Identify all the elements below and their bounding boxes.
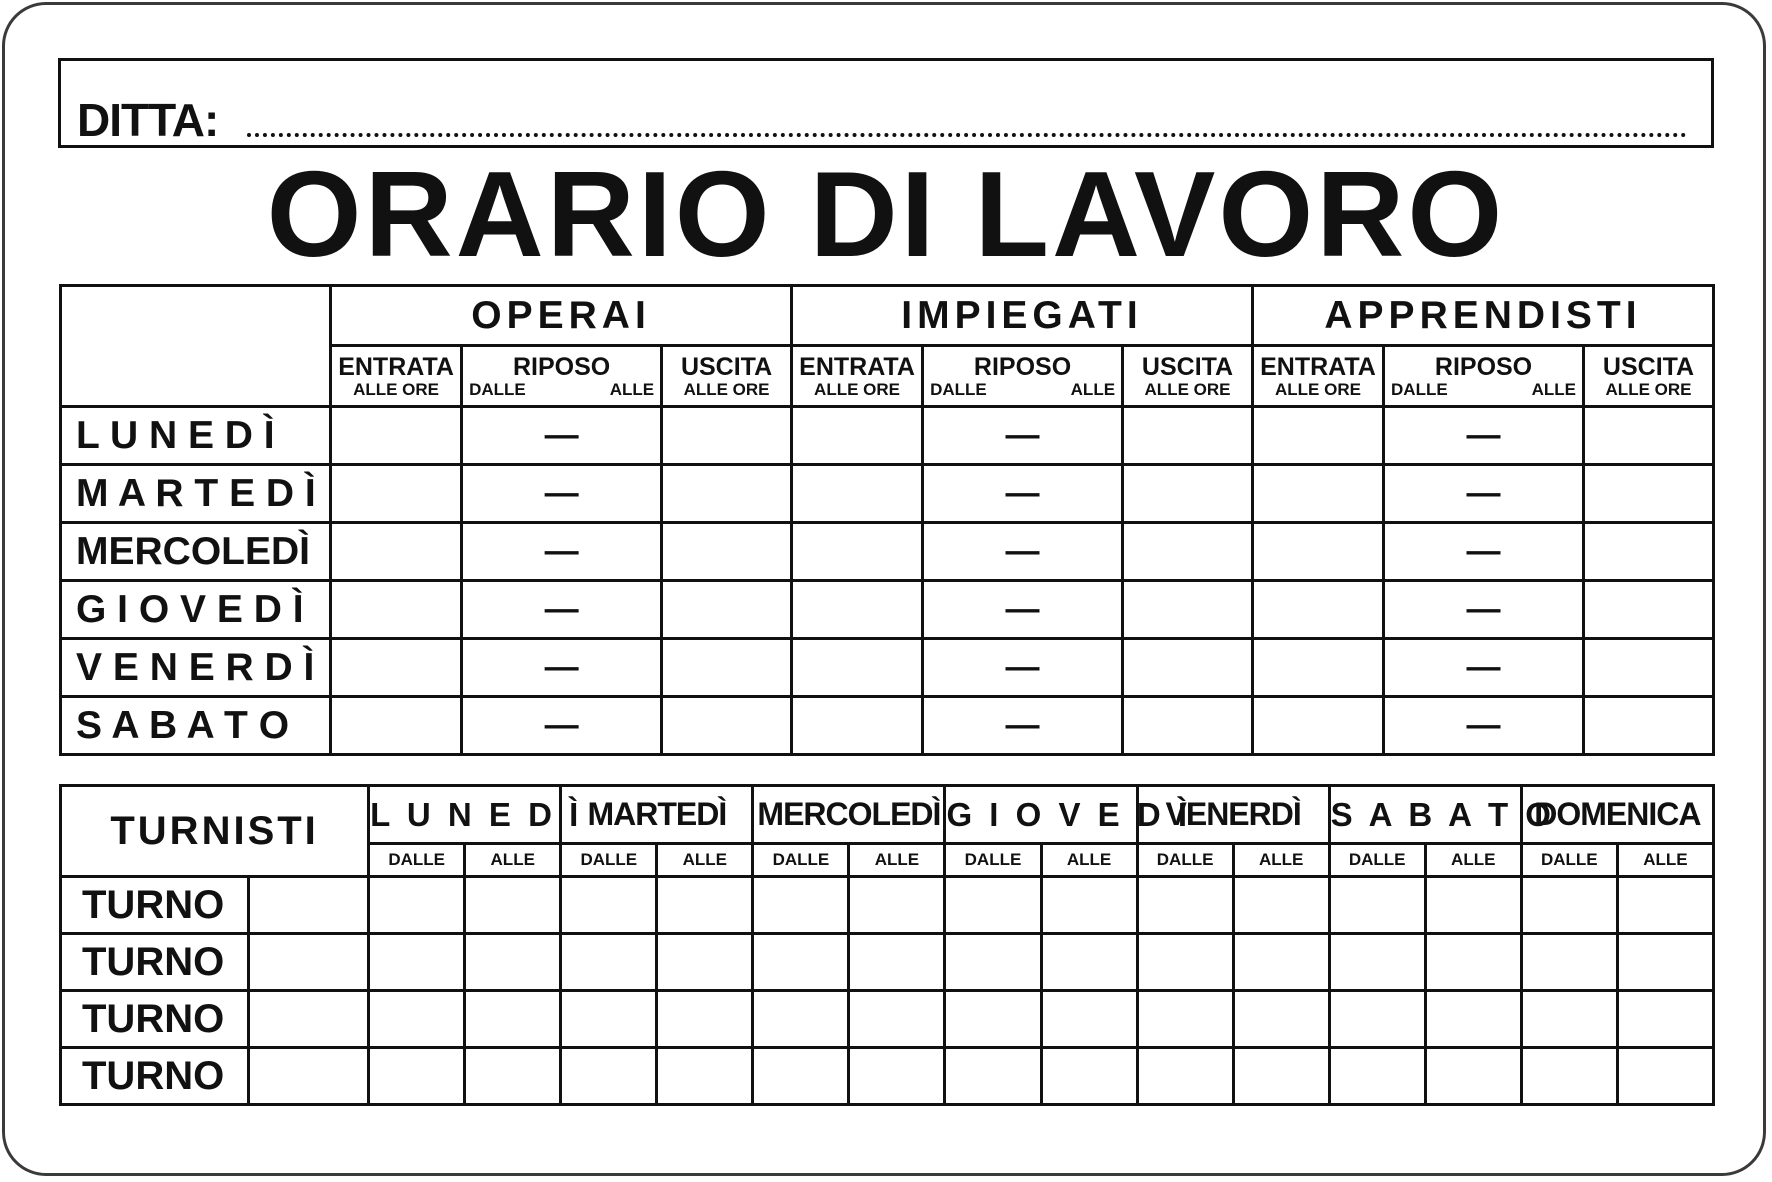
shift-time-cell[interactable] [369,934,465,991]
shift-time-cell[interactable] [465,991,561,1048]
dalle-header: DALLE [945,844,1041,877]
corner-cell [61,286,331,407]
shift-time-cell[interactable] [1617,877,1713,934]
alle-header: ALLE [1041,844,1137,877]
uscita-cell[interactable] [1123,697,1253,755]
shift-time-cell[interactable] [1521,877,1617,934]
shift-time-cell[interactable] [1041,991,1137,1048]
shift-time-cell[interactable] [1329,1048,1425,1105]
day-row [61,407,1714,465]
staff-schedule-table [59,284,1715,756]
day-row [61,639,1714,697]
shift-time-cell[interactable] [753,877,849,934]
dalle-header: DALLE [561,844,657,877]
weekday-header: L U N E D Ì [369,786,561,844]
day-label: G I O V E D Ì [61,581,331,639]
turno-name-cell[interactable] [249,934,369,991]
entrata-cell[interactable] [792,523,923,581]
shift-time-cell[interactable] [657,877,753,934]
entrata-cell[interactable] [1252,697,1383,755]
day-label: MERCOLEDÌ [61,523,331,581]
uscita-header: USCITA ALLE ORE [1584,346,1714,407]
shift-time-cell[interactable] [1617,991,1713,1048]
entrata-cell[interactable] [1252,523,1383,581]
shift-time-cell[interactable] [1137,991,1233,1048]
riposo-header: RIPOSO DALLE ALLE [923,346,1123,407]
entrata-cell[interactable] [331,639,462,697]
shift-time-cell[interactable] [1521,934,1617,991]
riposo-header: RIPOSO DALLE ALLE [1384,346,1584,407]
uscita-cell[interactable] [1584,697,1714,755]
uscita-cell[interactable] [1123,465,1253,523]
shift-time-cell[interactable] [753,1048,849,1105]
shift-time-cell[interactable] [1425,991,1521,1048]
shift-time-cell[interactable] [1521,991,1617,1048]
group-header-impiegati: IMPIEGATI [792,286,1253,346]
weekday-header: DOMENICA [1521,786,1713,844]
uscita-cell[interactable] [1584,407,1714,465]
turno-row [61,1048,1714,1105]
shift-time-cell[interactable] [657,991,753,1048]
uscita-cell[interactable] [662,407,792,465]
day-label: S A B A T O [61,697,331,755]
uscita-header: USCITA ALLE ORE [1123,346,1253,407]
turno-name-cell[interactable] [249,877,369,934]
shift-time-cell[interactable] [561,877,657,934]
shift-time-cell[interactable] [945,1048,1041,1105]
dalle-header: DALLE [1521,844,1617,877]
company-label: DITTA: [77,94,219,146]
shift-time-cell[interactable] [465,877,561,934]
turno-row [61,877,1714,934]
weekday-header: MARTEDÌ [561,786,753,844]
turnisti-label: TURNISTI [61,786,369,877]
day-row [61,581,1714,639]
day-row [61,465,1714,523]
turno-label: TURNO [61,877,249,934]
shift-time-cell[interactable] [1329,991,1425,1048]
entrata-cell[interactable] [331,465,462,523]
uscita-cell[interactable] [1123,581,1253,639]
group-header-operai: OPERAI [331,286,792,346]
alle-header: ALLE [849,844,945,877]
entrata-cell[interactable] [792,465,923,523]
shift-time-cell[interactable] [1233,934,1329,991]
shift-time-cell[interactable] [945,934,1041,991]
day-row [61,697,1714,755]
riposo-cell[interactable]: — [1384,697,1584,755]
turno-name-cell[interactable] [249,991,369,1048]
entrata-cell[interactable] [331,407,462,465]
entrata-cell[interactable] [792,581,923,639]
entrata-cell[interactable] [1252,465,1383,523]
entrata-header: ENTRATA ALLE ORE [1252,346,1383,407]
dalle-header: DALLE [1137,844,1233,877]
riposo-cell[interactable]: — [1384,581,1584,639]
shift-time-cell[interactable] [1137,934,1233,991]
shift-time-cell[interactable] [561,1048,657,1105]
weekday-header: G I O V E D Ì [945,786,1137,844]
shift-time-cell[interactable] [369,877,465,934]
shift-time-cell[interactable] [561,991,657,1048]
alle-header: ALLE [657,844,753,877]
uscita-cell[interactable] [1123,639,1253,697]
day-row [61,523,1714,581]
entrata-cell[interactable] [1252,639,1383,697]
shift-time-cell[interactable] [369,991,465,1048]
uscita-cell[interactable] [1584,639,1714,697]
uscita-cell[interactable] [662,523,792,581]
turno-label: TURNO [61,934,249,991]
turno-row [61,934,1714,991]
shift-time-cell[interactable] [1233,991,1329,1048]
alle-header: ALLE [1617,844,1713,877]
uscita-cell[interactable] [1123,407,1253,465]
day-label: M A R T E D Ì [61,465,331,523]
shift-schedule-table [59,784,1715,1106]
turno-label: TURNO [61,1048,249,1105]
riposo-cell[interactable]: — [462,581,662,639]
uscita-cell[interactable] [1123,523,1253,581]
shift-time-cell[interactable] [465,1048,561,1105]
shift-time-cell[interactable] [753,991,849,1048]
riposo-cell[interactable]: — [462,523,662,581]
alle-header: ALLE [1233,844,1329,877]
uscita-cell[interactable] [1584,523,1714,581]
weekday-header: MERCOLEDÌ [753,786,945,844]
dalle-header: DALLE [753,844,849,877]
entrata-cell[interactable] [331,581,462,639]
alle-header: ALLE [1425,844,1521,877]
entrata-cell[interactable] [792,697,923,755]
riposo-cell[interactable]: — [462,465,662,523]
shift-time-cell[interactable] [945,991,1041,1048]
shift-time-cell[interactable] [849,877,945,934]
uscita-header: USCITA ALLE ORE [662,346,792,407]
shift-time-cell[interactable] [1425,1048,1521,1105]
riposo-cell[interactable]: — [462,697,662,755]
entrata-cell[interactable] [1252,581,1383,639]
shift-time-cell[interactable] [561,934,657,991]
shift-time-cell[interactable] [1233,877,1329,934]
riposo-cell[interactable]: — [1384,523,1584,581]
riposo-cell[interactable]: — [1384,407,1584,465]
uscita-cell[interactable] [662,581,792,639]
turno-row [61,991,1714,1048]
day-label: L U N E D Ì [61,407,331,465]
shift-time-cell[interactable] [1425,877,1521,934]
entrata-cell[interactable] [792,639,923,697]
group-header-apprendisti: APPRENDISTI [1252,286,1713,346]
company-field [58,58,1714,148]
weekday-header: VENERDÌ [1137,786,1329,844]
day-label: V E N E R D Ì [61,639,331,697]
entrata-cell[interactable] [792,407,923,465]
shift-time-cell[interactable] [1521,1048,1617,1105]
dalle-header: DALLE [1329,844,1425,877]
riposo-cell[interactable]: — [923,465,1123,523]
entrata-header: ENTRATA ALLE ORE [792,346,923,407]
alle-header: ALLE [465,844,561,877]
shift-time-cell[interactable] [1041,877,1137,934]
shift-time-cell[interactable] [945,877,1041,934]
riposo-cell[interactable]: — [923,697,1123,755]
shift-time-cell[interactable] [1617,1048,1713,1105]
uscita-cell[interactable] [662,465,792,523]
shift-time-cell[interactable] [1329,934,1425,991]
entrata-cell[interactable] [1252,407,1383,465]
entrata-cell[interactable] [331,697,462,755]
riposo-cell[interactable]: — [1384,465,1584,523]
shift-time-cell[interactable] [1425,934,1521,991]
uscita-cell[interactable] [1584,581,1714,639]
shift-time-cell[interactable] [1329,877,1425,934]
riposo-header: RIPOSO DALLE ALLE [462,346,662,407]
uscita-cell[interactable] [1584,465,1714,523]
weekday-header: S A B A T O [1329,786,1521,844]
uscita-cell[interactable] [662,639,792,697]
shift-time-cell[interactable] [369,1048,465,1105]
turno-label: TURNO [61,991,249,1048]
turno-name-cell[interactable] [249,1048,369,1105]
shift-time-cell[interactable] [1137,1048,1233,1105]
dalle-header: DALLE [369,844,465,877]
riposo-cell[interactable]: — [923,523,1123,581]
riposo-cell[interactable]: — [462,407,662,465]
shift-time-cell[interactable] [753,934,849,991]
shift-time-cell[interactable] [1233,1048,1329,1105]
shift-time-cell[interactable] [657,1048,753,1105]
riposo-cell[interactable]: — [923,639,1123,697]
page-title: ORARIO DI LAVORO [266,146,1506,282]
shift-time-cell[interactable] [849,1048,945,1105]
shift-time-cell[interactable] [849,934,945,991]
uscita-cell[interactable] [662,697,792,755]
shift-time-cell[interactable] [1137,877,1233,934]
shift-time-cell[interactable] [465,934,561,991]
shift-time-cell[interactable] [657,934,753,991]
riposo-cell[interactable]: — [923,581,1123,639]
entrata-header: ENTRATA ALLE ORE [331,346,462,407]
entrata-cell[interactable] [331,523,462,581]
shift-time-cell[interactable] [1041,934,1137,991]
riposo-cell[interactable]: — [1384,639,1584,697]
shift-time-cell[interactable] [849,991,945,1048]
shift-time-cell[interactable] [1617,934,1713,991]
riposo-cell[interactable]: — [462,639,662,697]
shift-time-cell[interactable] [1041,1048,1137,1105]
company-dotted-line [247,133,1687,137]
riposo-cell[interactable]: — [923,407,1123,465]
